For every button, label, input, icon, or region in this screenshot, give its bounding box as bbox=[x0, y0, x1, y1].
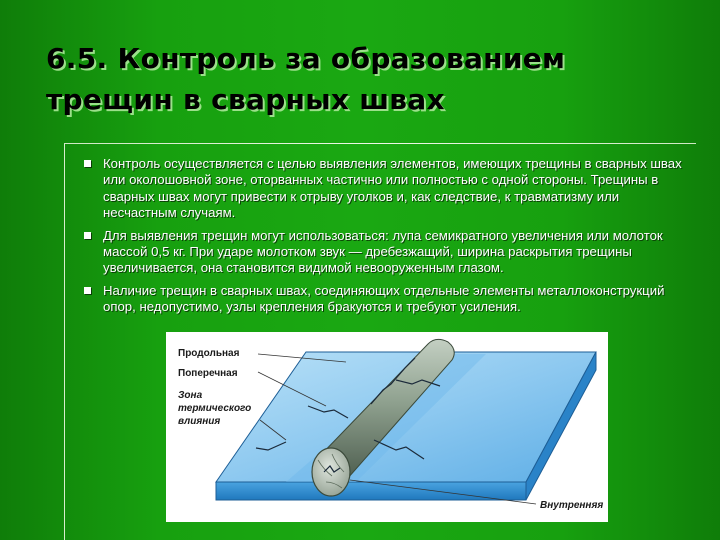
label-haz-line3: влияния bbox=[178, 416, 221, 427]
bullet-list bbox=[82, 156, 694, 322]
label-internal: Внутренняя bbox=[540, 500, 604, 511]
weld-crack-diagram bbox=[166, 332, 608, 522]
bullet-item-1 bbox=[82, 156, 694, 222]
label-haz-line1: Зона bbox=[178, 390, 203, 401]
bullet-item-3 bbox=[82, 283, 694, 316]
bullet-item-2 bbox=[82, 228, 694, 277]
square-bullet-icon bbox=[84, 232, 91, 239]
bullet-text-1: Контроль осуществляется с целью выявления элементов, имеющих трещины в сварных швах или околошовной зоне, оторванных частично или полностью с одной стороны. Трещины в сварных швах могут привести к отрыву уголков и, как следствие, к травматизму или несчастным случаям. bbox=[103, 156, 682, 221]
label-haz-line2: термического bbox=[178, 403, 252, 414]
weld-crack-illustration bbox=[166, 332, 608, 522]
horizontal-divider bbox=[64, 143, 696, 144]
bullet-text-2: Для выявления трещин могут использоваться: лупа семикратного увеличения или молоток массой 0,5 кг. При ударе молотком звук — дребезжащий, ширина раскрытия трещины увеличивается, она становится видимой невооруженным глазом. bbox=[103, 227, 663, 276]
label-longitudinal: Продольная bbox=[178, 348, 240, 359]
slide-title: 6.5. Контроль за образованием трещин в сварных швах bbox=[46, 42, 566, 116]
vertical-divider bbox=[64, 144, 65, 540]
label-transverse: Поперечная bbox=[178, 368, 238, 379]
square-bullet-icon bbox=[84, 287, 91, 294]
square-bullet-icon bbox=[84, 160, 91, 167]
bullet-text-3: Наличие трещин в сварных швах, соединяющих отдельные элементы металлоконструкций опор, недопустимо, узлы крепления бракуются и требуют усиления. bbox=[103, 282, 665, 315]
